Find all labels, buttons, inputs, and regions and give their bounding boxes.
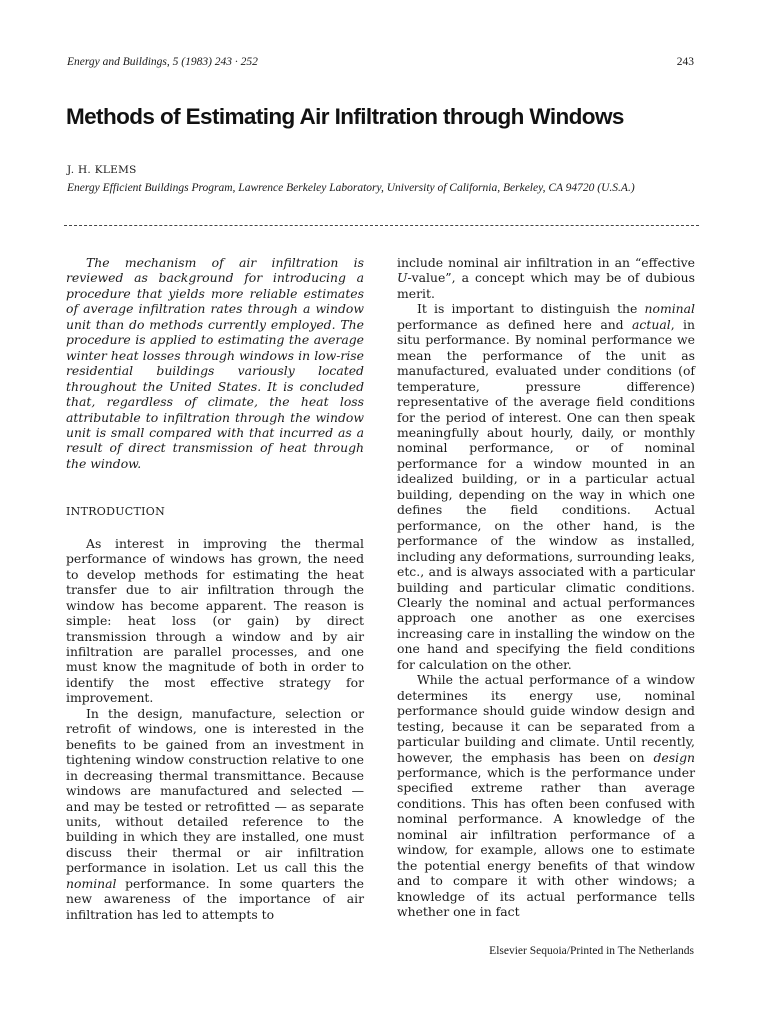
emphasis: nominal: [644, 301, 695, 317]
header-divider: [64, 225, 699, 226]
body-paragraph: While the actual performance of a window determines its energy use, nominal performance should guide window design and testing, because it can be separated from a particular building and climate. Until recently, however, the emphasis has been on design performance, which is the performance under specified extreme rather than average conditions. This has often been confused with nominal performance. A knowledge of the nominal air infiltration performance of a window, for example, allows one to estimate the potential energy benefits of that window and to compare it with other windows; a knowledge of its actual performance tells whether one in fact: [397, 672, 695, 920]
emphasis: design: [653, 749, 695, 765]
left-column: [66, 255, 364, 922]
journal-citation: Energy and Buildings, 5 (1983) 243 · 252: [67, 56, 258, 68]
author-name: J. H. KLEMS: [67, 164, 137, 176]
abstract-text: The mechanism of air infiltration is reviewed as background for introducing a procedure that yields more reliable estimates of average infiltration rates through a window unit than do methods currently employed. The procedure is applied to estimating the average winter heat losses through windows in low-rise residential buildings variously located throughout the United States. It is concluded that, regardless of climate, the heat loss attributable to infiltration through the window unit is small compared with that incurred as a result of direct transmission of heat through the window.: [66, 255, 364, 471]
right-column: [397, 255, 695, 919]
emphasis: actual: [632, 316, 671, 332]
emphasis: U: [397, 270, 408, 286]
abstract: [66, 255, 364, 471]
section-heading-introduction: INTRODUCTION: [66, 505, 166, 519]
body-paragraph: It is important to distinguish the nominal performance as defined here and actual, in situ performance. By nominal performance we mean the performance of the unit as manufactured, evaluated under conditions (of temperature, pressure difference) representative of the average field conditions for the period of interest. One can then speak meaningfully about hourly, daily, or monthly nominal performance, or of nominal performance for a window mounted in an idealized building, or in a particular actual building, depending on the way in which one defines the field conditions. Actual performance, on the other hand, is the performance of the window as installed, including any deformations, surrounding leaks, etc., and is always associated with a particular building and particular climatic conditions. Clearly the nominal and actual performances approach one another as one exercises increasing care in installing the window on the one hand and specifying the field conditions for calculation on the other.: [397, 301, 695, 672]
body-paragraph: In the design, manufacture, selection or retrofit of windows, one is interested in the benefits to be gained from an investment in tightening window construction relative to one in decreasing thermal transmittance. Because windows are manufactured and selected — and may be tested or retrofitted — as separate units, without detailed reference to the building in which they are installed, one must discuss their thermal or air infiltration performance in isolation. Let us call this the nominal performance. In some quarters the new awareness of the importance of air infiltration has led to attempts to: [66, 705, 364, 922]
author-affiliation: Energy Efficient Buildings Program, Lawrence Berkeley Laboratory, University of California, Berkeley, CA 94720 (U.S.A.): [67, 182, 635, 194]
page-number: 243: [676, 56, 694, 68]
publisher-footer: Elsevier Sequoia/Printed in The Netherlands: [489, 945, 694, 957]
body-paragraph: include nominal air infiltration in an “effective U-value”, a concept which may be of dubious merit.: [397, 255, 695, 301]
paper-title: Methods of Estimating Air Infiltration through Windows: [66, 104, 624, 129]
emphasis: nominal: [66, 875, 117, 891]
body-paragraph: As interest in improving the thermal performance of windows has grown, the need to develop methods for estimating the heat transfer due to air infiltration through the window has become apparent. The reason is simple: heat loss (or gain) by direct transmission through a window and by air infiltration are parallel processes, and one must know the magnitude of both in order to identify the most effective strategy for improvement.: [66, 535, 364, 706]
